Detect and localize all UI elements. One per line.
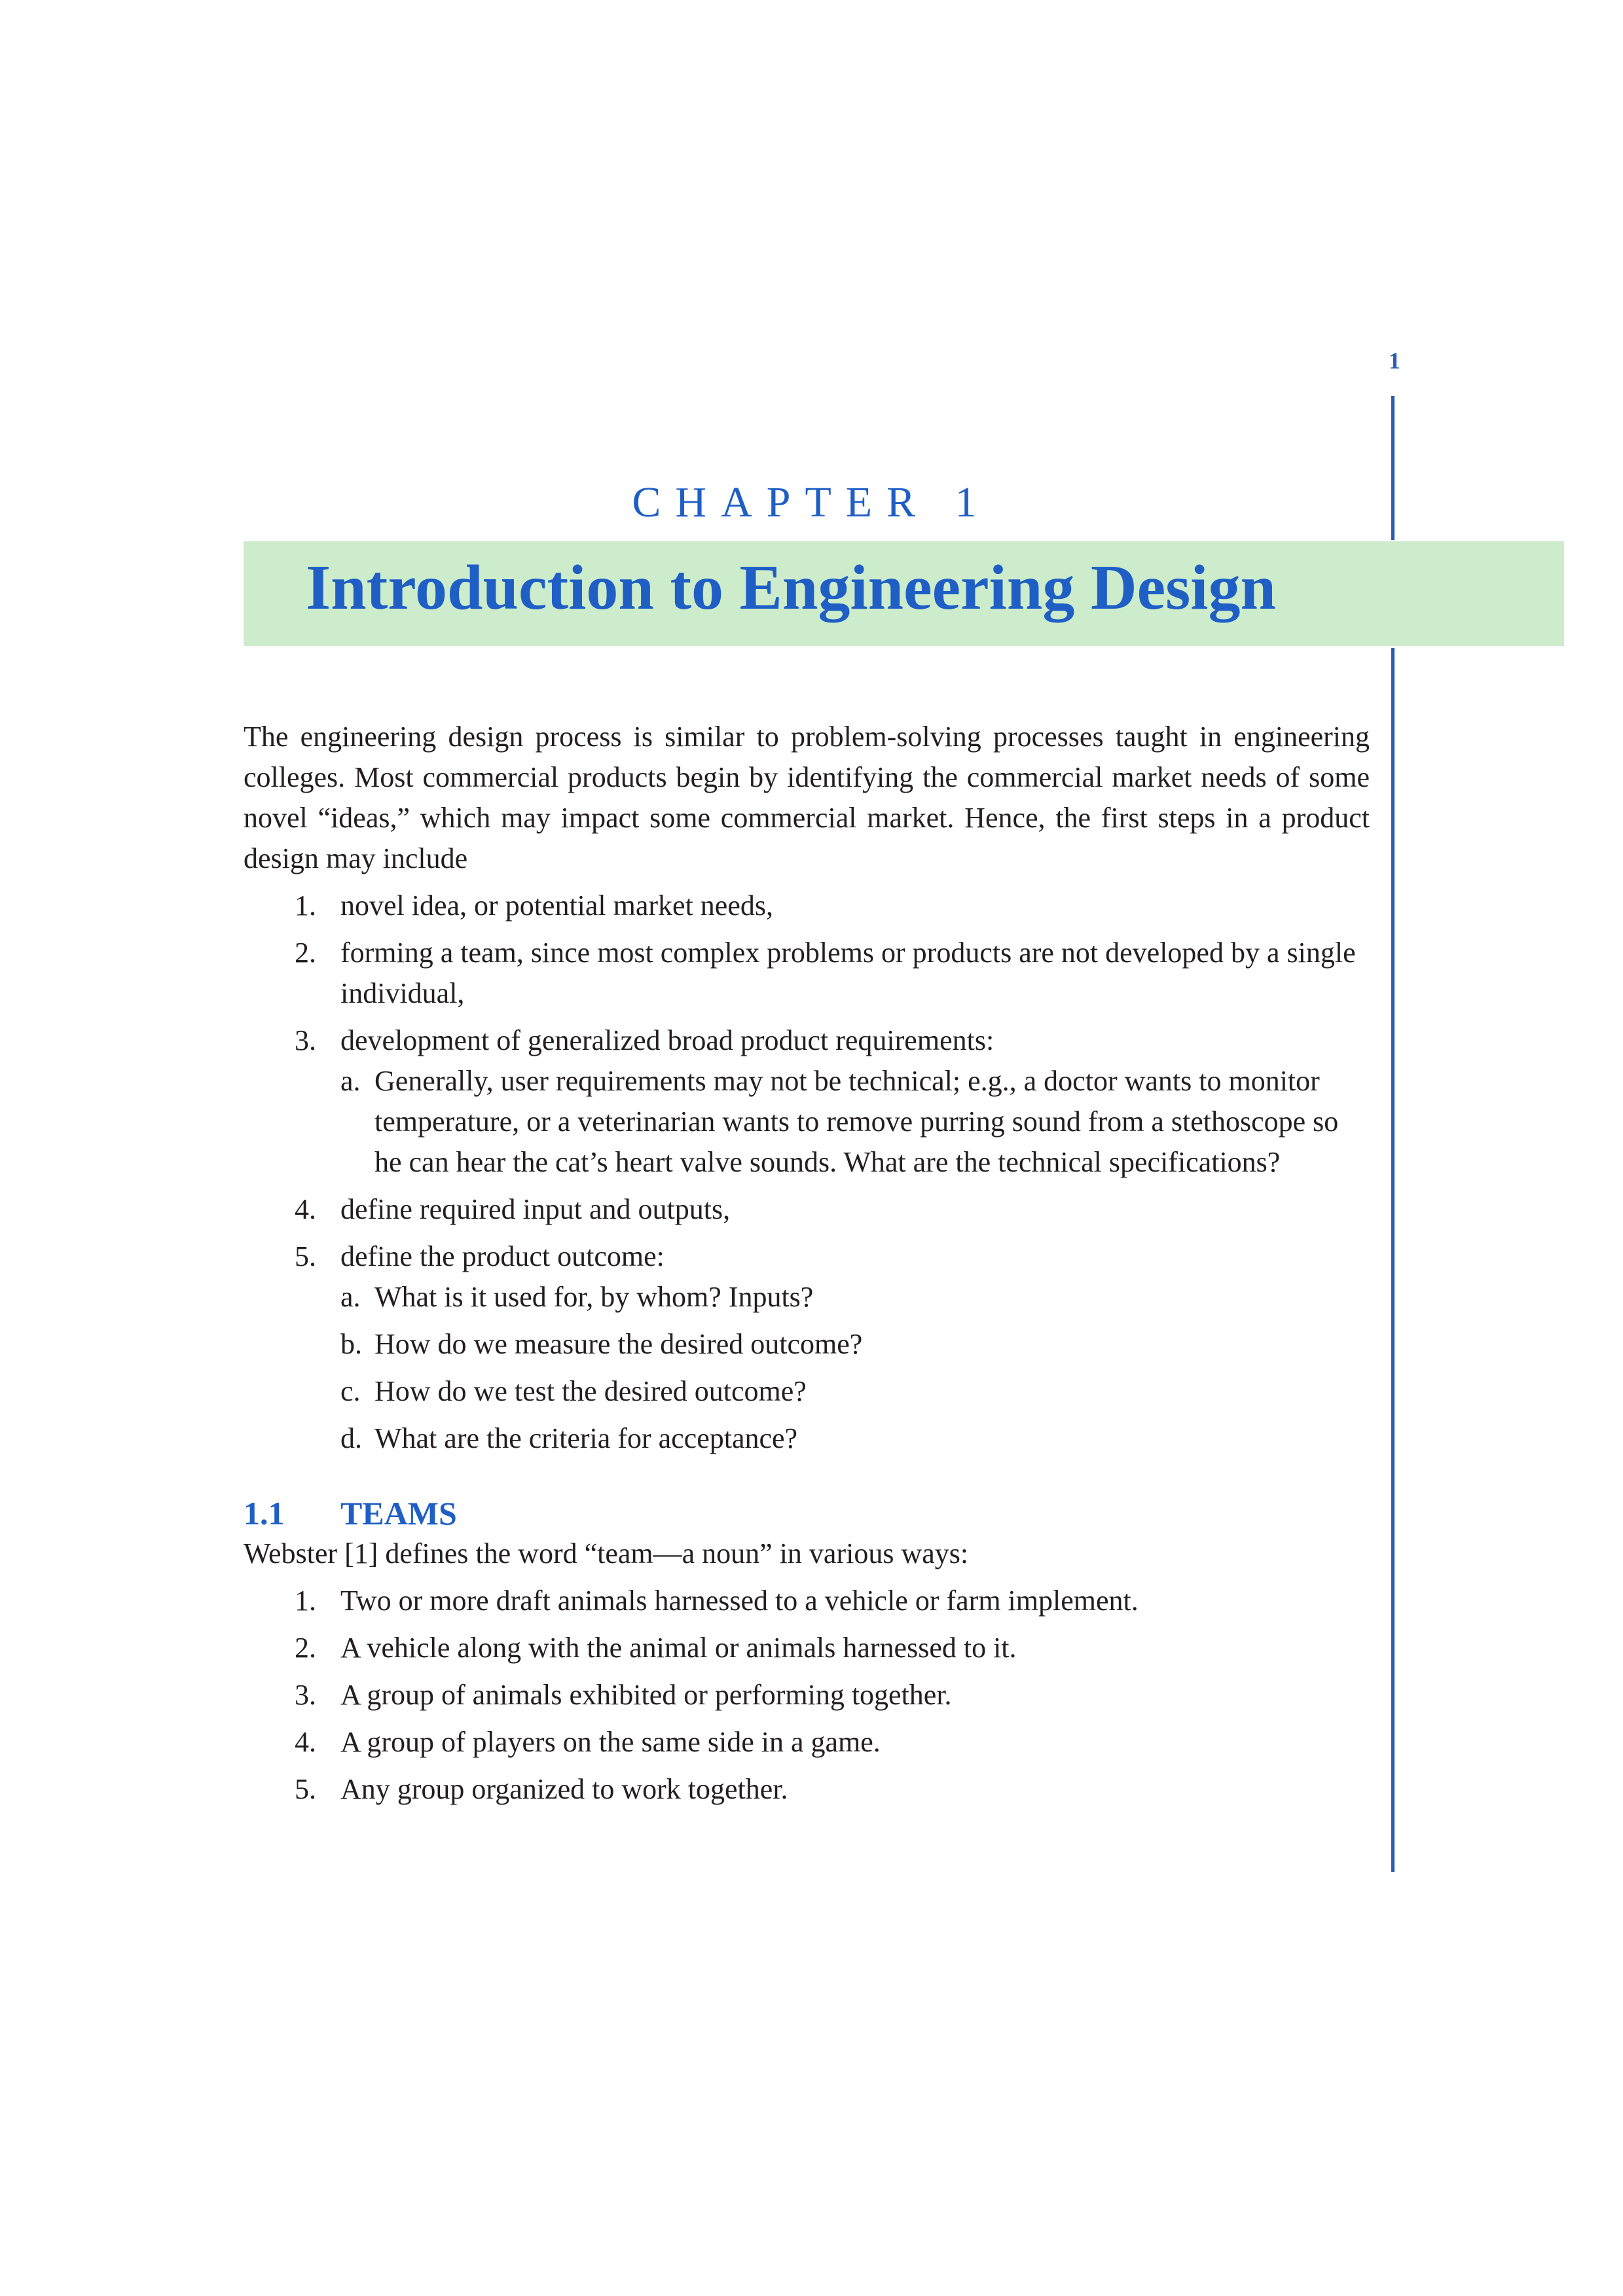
list-item-text: development of generalized broad product requirements:: [340, 1024, 994, 1056]
sub-list-item-text: Generally, user requirements may not be technical; e.g., a doctor wants to monitor temperature, or a veterinarian wants to remove purring sound from a stethoscope so he can hear the cat’s heart valve sounds. What are the technical specifications?: [374, 1065, 1339, 1178]
design-steps-list: [244, 886, 1370, 1459]
list-item: [244, 1020, 1370, 1183]
list-item: [244, 933, 1370, 1014]
sub-list-letter: c.: [340, 1375, 361, 1407]
intro-paragraph: The engineering design process is similar to problem-solving processes taught in engineering colleges. Most commercial products begin by identifying the commercial market needs of some novel “ideas,” which may impact some commercial market. Hence, the first steps in a product design may include: [244, 721, 1370, 874]
list-number: 1.: [295, 1585, 316, 1617]
team-definitions-list: [244, 1581, 1370, 1810]
list-item: [244, 1236, 1370, 1459]
margin-rule-bottom: [1391, 648, 1395, 1872]
list-item: [244, 1581, 1370, 1621]
list-number: 4.: [295, 1726, 316, 1758]
list-item-text: novel idea, or potential market needs,: [340, 889, 773, 922]
sub-list-item: [340, 1061, 1370, 1183]
section-number: 1.1: [244, 1495, 285, 1532]
list-number: 4.: [295, 1193, 316, 1225]
list-number: 2.: [295, 1632, 316, 1664]
list-item-text: A vehicle along with the animal or animals harnessed to it.: [340, 1632, 1017, 1664]
sub-list-item: [340, 1418, 1370, 1459]
list-item-text: A group of players on the same side in a game.: [340, 1726, 881, 1758]
sub-list: [340, 1277, 1370, 1459]
page-content: [244, 717, 1370, 1810]
list-number: 3.: [295, 1679, 316, 1711]
list-number: 1.: [295, 889, 316, 922]
list-number: 2.: [295, 937, 316, 969]
list-number: 3.: [295, 1024, 316, 1056]
list-item: [244, 1722, 1370, 1763]
sub-list-letter: a.: [340, 1065, 361, 1097]
list-item-text: define the product outcome:: [340, 1240, 665, 1272]
list-item-text: Any group organized to work together.: [340, 1773, 788, 1805]
sub-list-letter: d.: [340, 1422, 362, 1454]
sub-list-item: [340, 1277, 1370, 1318]
section-title: TEAMS: [340, 1495, 457, 1532]
list-number: 5.: [295, 1773, 316, 1805]
sub-list-item-text: How do we test the desired outcome?: [374, 1375, 807, 1407]
list-item: [244, 1628, 1370, 1668]
list-item: [244, 886, 1370, 926]
sub-list-item: [340, 1324, 1370, 1365]
list-item-text: A group of animals exhibited or performing together.: [340, 1679, 952, 1711]
sub-list-letter: a.: [340, 1281, 361, 1313]
section-intro: Webster [1] defines the word “team—a noun” in various ways:: [244, 1537, 969, 1570]
list-item: [244, 1675, 1370, 1715]
sub-list-item-text: How do we measure the desired outcome?: [374, 1328, 863, 1360]
list-item: [244, 1769, 1370, 1810]
list-number: 5.: [295, 1240, 316, 1272]
sub-list: [340, 1061, 1370, 1183]
chapter-title: Introduction to Engineering Design: [306, 552, 1276, 623]
list-item-text: forming a team, since most complex problems or products are not developed by a single individual,: [340, 937, 1356, 1009]
page-number: 1: [1389, 348, 1400, 374]
sub-list-item: [340, 1371, 1370, 1412]
sub-list-item-text: What is it used for, by whom? Inputs?: [374, 1281, 814, 1313]
list-item-text: define required input and outputs,: [340, 1193, 731, 1225]
section-heading: [244, 1493, 1370, 1534]
sub-list-item-text: What are the criteria for acceptance?: [374, 1422, 798, 1454]
chapter-label: CHAPTER 1: [632, 478, 991, 526]
list-item-text: Two or more draft animals harnessed to a vehicle or farm implement.: [340, 1585, 1139, 1617]
sub-list-letter: b.: [340, 1328, 362, 1360]
chapter-title-band: [244, 541, 1564, 646]
list-item: [244, 1189, 1370, 1230]
